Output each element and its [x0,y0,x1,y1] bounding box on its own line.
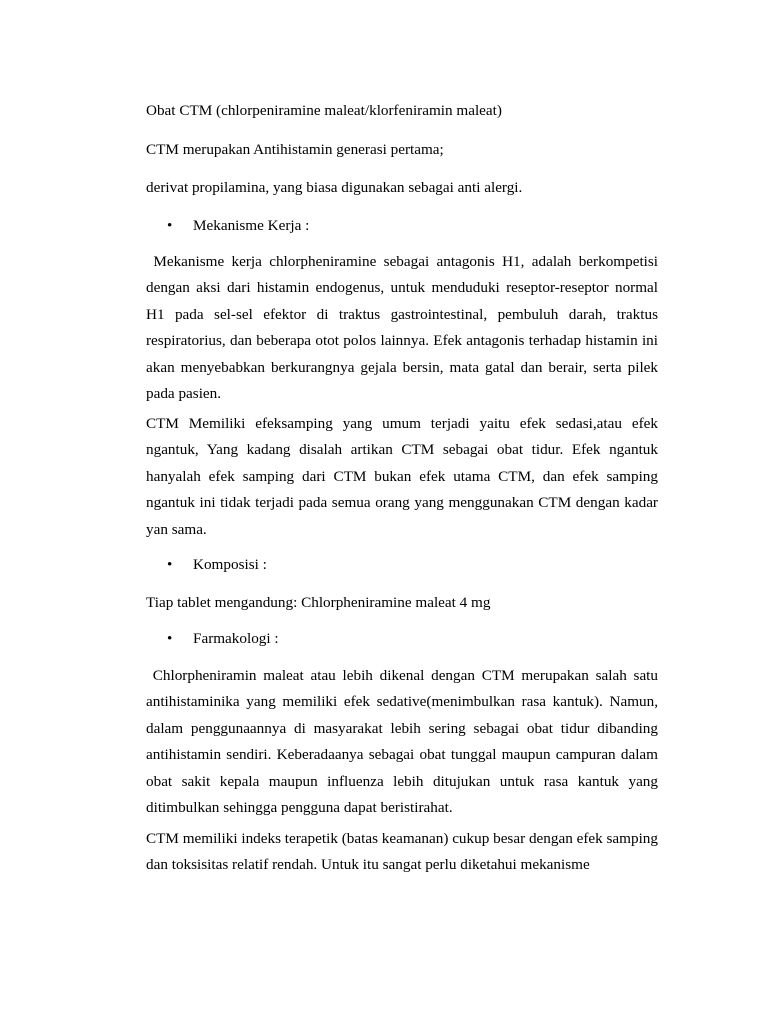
bullet-icon: • [167,556,173,573]
farmakologi-paragraph: Chlorpheniramin maleat atau lebih dikenal dengan CTM merupakan salah satu antihistaminika yang memiliki efek sedative(menimbulkan rasa kantuk). Namun, dalam penggunaannya di masyarakat lebih sering sebagai obat tidur dibanding antihistamin sendiri. Keberadaanya sebagai obat tunggal maupun campuran dalam obat sakit kepala maupun influenza lebih ditujukan untuk rasa kantuk yang ditimbulkan sehingga pengguna dapat beristirahat. [146,667,662,817]
document-title: Obat CTM (chlorpeniramine maleat/klorfeniramin maleat) [146,102,502,119]
indeks-terapetik-paragraph: CTM memiliki indeks terapetik (batas keamanan) cukup besar dengan efek samping dan toksisitas relatif rendah. Untuk itu sangat perlu diketahui mekanisme [146,830,658,874]
bullet-mekanisme [167,217,309,235]
intro-line-1: CTM merupakan Antihistamin generasi pertama; [146,141,444,158]
mekanisme-paragraph: Mekanisme kerja chlorpheniramine sebagai antagonis H1, adalah berkompetisi dengan aksi dari histamin endogenus, untuk menduduki reseptor-reseptor normal H1 pada sel-sel efektor di traktus gastrointestinal, pembuluh darah, traktus respiratorius, dan beberapa otot polos lainnya. Efek antagonis terhadap histamin ini akan menyebabkan berkurangnya gejala bersin, mata gatal dan berair, serta pilek pada pasien. [146,253,662,403]
komposisi-text: Tiap tablet mengandung: Chlorpheniramine maleat 4 mg [146,594,491,611]
bullet-komposisi [167,556,267,574]
bullet-icon: • [167,630,173,647]
komposisi-heading: Komposisi : [193,556,267,573]
farmakologi-heading: Farmakologi : [193,630,279,647]
bullet-icon: • [167,217,173,234]
mekanisme-heading: Mekanisme Kerja : [193,217,310,234]
bullet-farmakologi [167,630,279,648]
intro-line-2: derivat propilamina, yang biasa digunakan sebagai anti alergi. [146,179,523,196]
efek-samping-paragraph: CTM Memiliki efeksamping yang umum terjadi yaitu efek sedasi,atau efek ngantuk, Yang kadang disalah artikan CTM sebagai obat tidur. Efek ngantuk hanyalah efek samping dari CTM bukan efek utama CTM, dan efek samping ngantuk ini tidak terjadi pada semua orang yang menggunakan CTM dengan kadar yan sama. [146,415,658,538]
